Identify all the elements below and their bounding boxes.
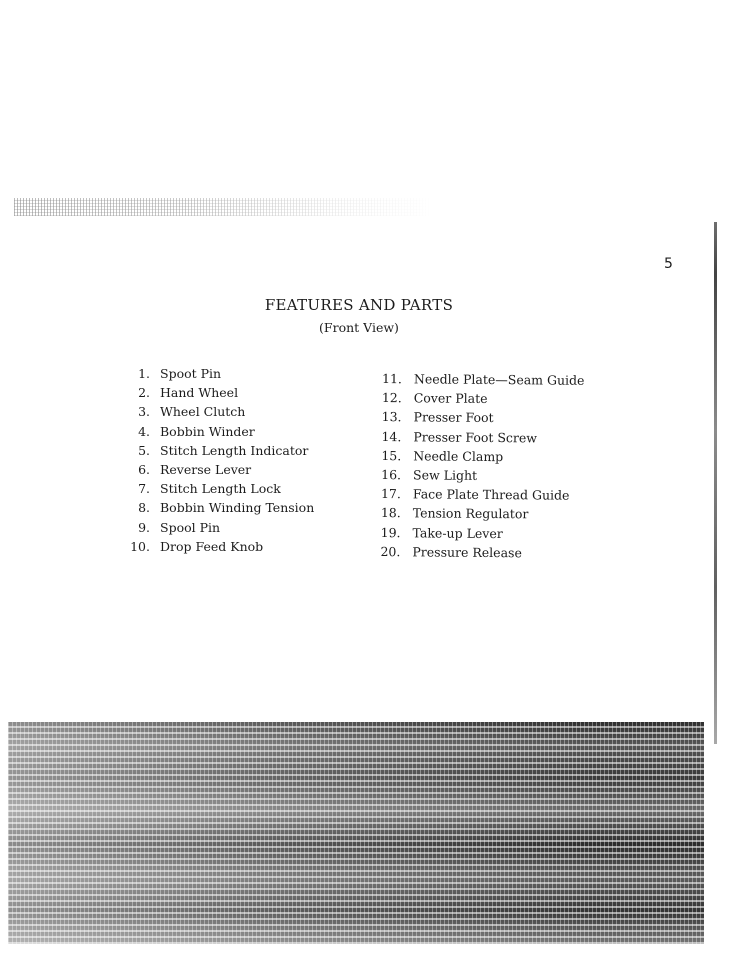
item-name: Presser Foot Screw — [413, 428, 538, 445]
list-item — [375, 427, 584, 448]
item-number: 3. — [138, 404, 150, 420]
list-item — [375, 446, 584, 467]
list-item — [120, 518, 314, 537]
item-name: Bobbin Winder — [160, 423, 255, 439]
item-number: 20. — [380, 543, 401, 559]
item-number: 18. — [380, 505, 401, 521]
list-item — [374, 542, 583, 563]
list-item — [120, 441, 314, 460]
item-name: Bobbin Winding Tension — [160, 500, 315, 516]
item-name: Spool Pin — [160, 519, 221, 535]
list-item — [376, 369, 585, 390]
item-name: Pressure Release — [412, 544, 522, 560]
item-number: 19. — [380, 524, 401, 540]
item-name: Reverse Lever — [160, 461, 252, 477]
item-number: 2. — [138, 385, 150, 401]
item-name: Stitch Length Indicator — [160, 442, 309, 458]
list-item — [120, 460, 314, 479]
item-number: 7. — [138, 481, 150, 497]
scan-artifact-top — [14, 198, 434, 216]
item-name: Presser Foot — [413, 409, 494, 426]
item-name: Spoot Pin — [160, 366, 222, 381]
item-name: Face Plate Thread Guide — [412, 486, 570, 503]
item-name: Needle Clamp — [413, 448, 504, 464]
item-number: 13. — [381, 409, 402, 425]
list-item — [120, 537, 314, 556]
item-number: 8. — [138, 500, 150, 516]
item-name: Stitch Length Lock — [160, 481, 281, 497]
item-name: Hand Wheel — [160, 385, 239, 401]
item-number: 4. — [138, 423, 150, 439]
list-item — [375, 407, 584, 428]
item-name: Take-up Lever — [412, 524, 503, 541]
list-item — [120, 422, 314, 441]
list-item — [120, 402, 314, 421]
item-name: Tension Regulator — [412, 505, 529, 522]
list-item — [376, 388, 585, 409]
list-item — [375, 484, 584, 505]
scan-artifact-bottom — [8, 722, 704, 944]
list-item — [375, 503, 584, 524]
list-item — [120, 498, 314, 517]
item-name: Sew Light — [413, 467, 478, 483]
item-name: Wheel Clutch — [160, 404, 246, 420]
item-number: 10. — [130, 538, 150, 554]
item-number: 6. — [138, 461, 150, 477]
list-item — [375, 465, 584, 486]
page-title: FEATURES AND PARTS — [264, 296, 454, 314]
item-number: 17. — [380, 486, 401, 502]
list-item — [374, 522, 583, 543]
item-name: Needle Plate—Seam Guide — [413, 371, 585, 388]
item-name: Drop Feed Knob — [160, 538, 264, 554]
item-number: 5. — [138, 442, 150, 458]
parts-list-right — [374, 369, 584, 563]
page-number: 5 — [664, 256, 673, 272]
item-number: 9. — [138, 519, 150, 535]
item-name: Cover Plate — [413, 390, 488, 407]
item-number: 15. — [381, 447, 402, 463]
item-number: 1. — [138, 366, 150, 381]
page-subtitle: (Front View) — [319, 320, 399, 335]
item-number: 11. — [381, 371, 402, 387]
item-number: 12. — [381, 390, 402, 406]
list-item — [120, 364, 314, 383]
item-number: 14. — [381, 428, 402, 444]
list-item — [120, 383, 314, 402]
parts-list-left — [120, 364, 314, 556]
list-item — [120, 479, 314, 498]
item-number: 16. — [381, 466, 402, 483]
